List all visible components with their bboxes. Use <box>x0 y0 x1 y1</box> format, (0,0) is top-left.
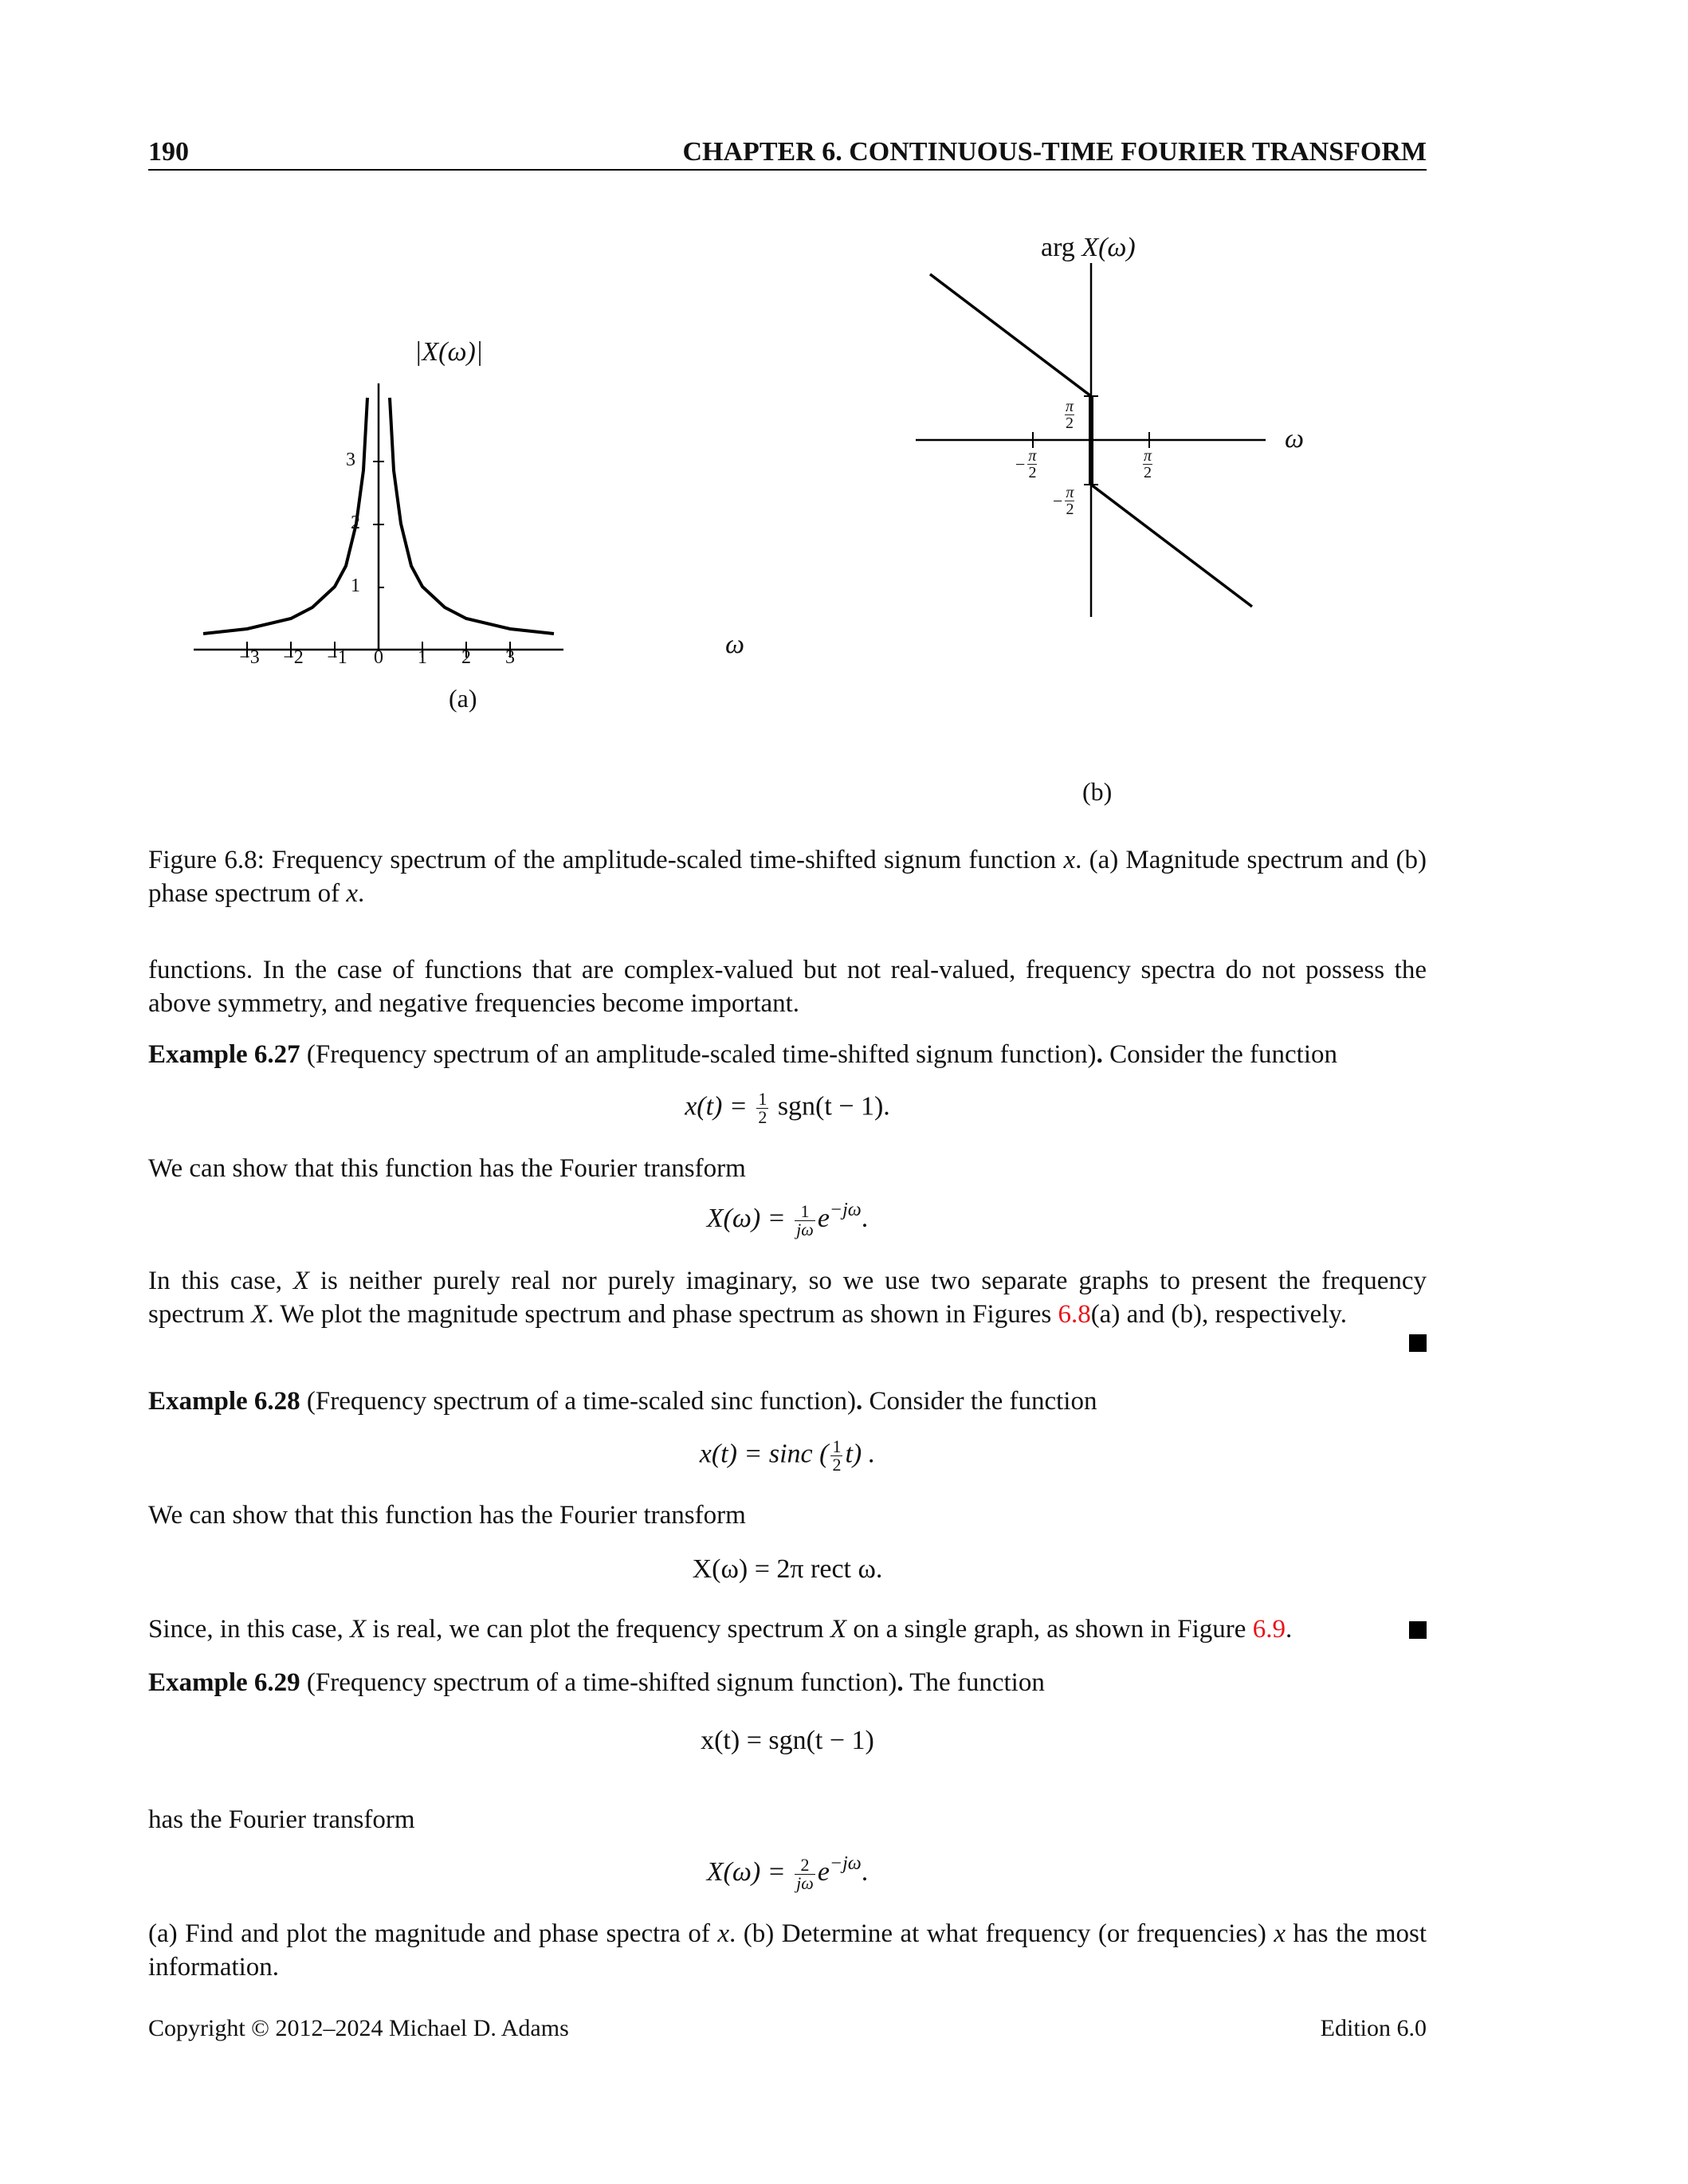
end-of-example-marker <box>1409 1334 1427 1352</box>
magnitude-x-axis-label: ω <box>725 630 745 659</box>
paragraph-intro: functions. In the case of functions that are complex-valued but not real-valued, frequency spectra do not possess the above symmetry, and negative frequencies become important. <box>148 956 1427 1018</box>
transform-intro-6-28: We can show that this function has the Fourier transform <box>148 1501 746 1530</box>
magnitude-curve-positive <box>390 398 554 634</box>
page-number: 190 <box>148 137 189 167</box>
transform-intro-6-27: We can show that this function has the Fourier transform <box>148 1154 746 1183</box>
x-tick-label: 2 <box>461 647 471 668</box>
example-6-28-heading: Example 6.28 (Frequency spectrum of a time-scaled sinc function). Consider the function <box>148 1387 1097 1416</box>
x-tick-label-neg-pi-half: − $\frac{\pi}{2}$ <box>1015 447 1037 481</box>
figure-6-8-graphics <box>0 0 1688 829</box>
magnitude-spectrum-plot <box>194 383 563 658</box>
equation-X-w-6-29: X(ω) = $\frac{2}{j\omega}$ $e^{-j\omega}$. <box>706 1853 869 1893</box>
equation-X-w-6-27: X(ω) = $\frac{1}{j\omega}$ $e^{-j\omega}$. <box>706 1200 869 1239</box>
y-tick-label: 1 <box>351 575 360 596</box>
panel-a-label: (a) <box>449 684 477 713</box>
equation-X-w-6-28: X(ω) = 2π rect ω. <box>692 1554 883 1584</box>
x-tick-label-pi-half: $\frac{\pi}{2}$ <box>1144 447 1152 481</box>
equation-x-t-6-28: x(t) = sinc ( $\frac{1}{2}$ t) . <box>699 1436 876 1475</box>
copyright-notice: Copyright © 2012–2024 Michael D. Adams <box>148 2015 569 2041</box>
equation-x-t-6-27: x(t) = $\frac{1}{2}$ sgn(t − 1). <box>685 1089 890 1127</box>
end-of-example-marker <box>1409 1621 1427 1639</box>
x-tick-label: 1 <box>418 647 427 668</box>
x-tick-label: −1 <box>327 647 347 668</box>
phase-y-axis-label: arg X(ω) <box>1041 233 1136 262</box>
phase-line-negative <box>930 274 1091 396</box>
exercise-tasks-6-29: (a) Find and plot the magnitude and phase spectra of x. (b) Determine at what frequency (or frequencies) x has the most information. <box>148 1919 1427 1982</box>
y-tick-label-pi-half: $\frac{\pi}{2}$ <box>1066 398 1074 432</box>
figure-6-9-link[interactable]: 6.9 <box>1252 1615 1286 1644</box>
magnitude-y-axis-label: |X(ω)| <box>414 337 484 367</box>
y-tick-label: 2 <box>351 513 360 533</box>
magnitude-curve-negative <box>203 398 367 634</box>
phase-line-positive <box>1091 485 1252 607</box>
figure-caption: Figure 6.8: Frequency spectrum of the amplitude-scaled time-shifted signum function x. (a) Magnitude spectrum and (b) phase spectrum of x. <box>148 846 1427 908</box>
y-tick-label-neg-pi-half: − $\frac{\pi}{2}$ <box>1053 484 1074 518</box>
x-tick-label: 3 <box>505 647 515 668</box>
x-tick-label: −3 <box>239 647 260 668</box>
phase-x-axis-label: ω <box>1285 424 1305 454</box>
edition-label: Edition 6.0 <box>1320 2015 1427 2041</box>
chapter-title: CHAPTER 6. CONTINUOUS-TIME FOURIER TRANSFORM <box>682 137 1427 167</box>
transform-intro-6-29: has the Fourier transform <box>148 1805 415 1834</box>
panel-b-label: (b) <box>1082 777 1113 806</box>
figure-6-8-link[interactable]: 6.8 <box>1058 1300 1091 1329</box>
x-tick-label: 0 <box>374 647 383 668</box>
conclusion-6-28: Since, in this case, X is real, we can plot the frequency spectrum X on a single graph, as shown in Figure 6.9. <box>148 1615 1293 1644</box>
equation-x-t-6-29: x(t) = sgn(t − 1) <box>701 1726 874 1755</box>
conclusion-6-27: In this case, X is neither purely real nor purely imaginary, so we use two separate graphs to present the frequency spectrum X. We plot the magnitude spectrum and phase spectrum as shown in Figures 6.8(a) and (b), respectively. <box>148 1267 1427 1329</box>
y-tick-label: 3 <box>346 450 355 470</box>
x-tick-label: −2 <box>283 647 304 668</box>
example-6-27-heading: Example 6.27 (Frequency spectrum of an amplitude-scaled time-shifted signum function). Consider the function <box>148 1040 1338 1069</box>
phase-spectrum-plot <box>916 263 1266 617</box>
example-6-29-heading: Example 6.29 (Frequency spectrum of a time-shifted signum function). The function <box>148 1668 1045 1697</box>
